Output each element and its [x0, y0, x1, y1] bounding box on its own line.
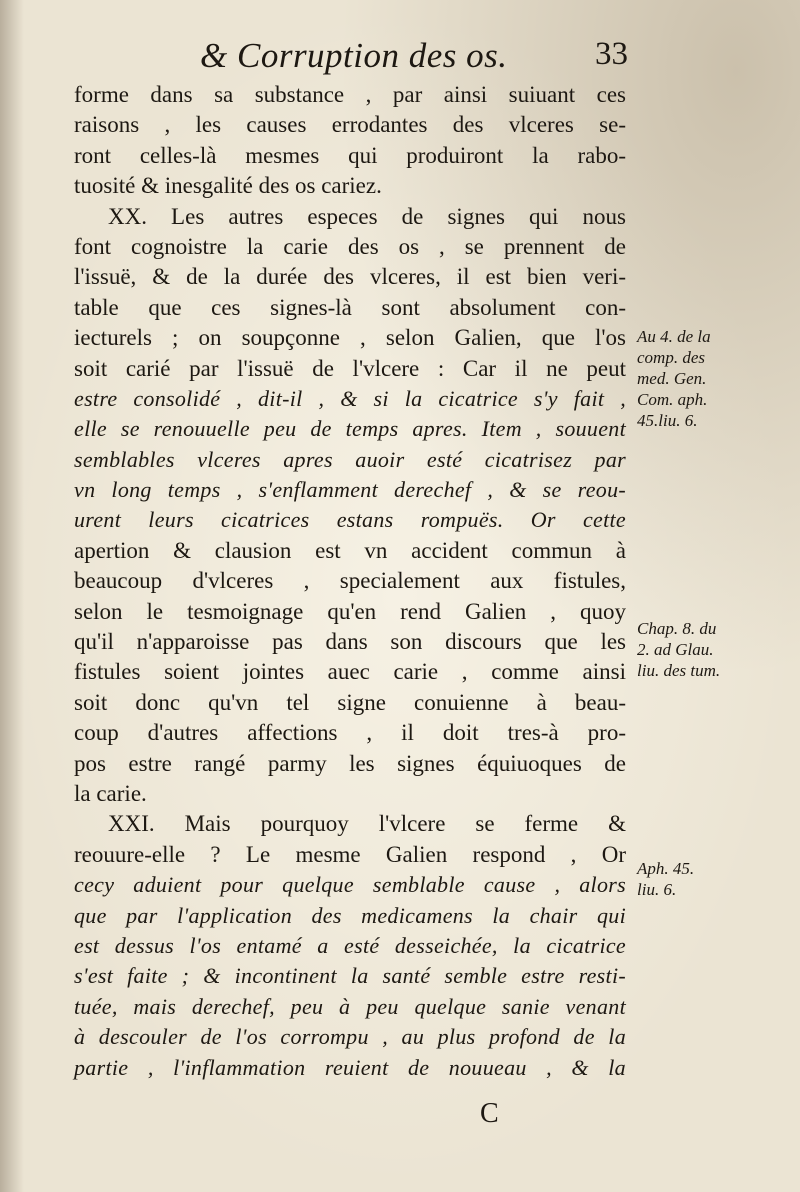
text-line: XX. Les autres especes de signes qui nous: [108, 203, 626, 229]
margin-note-line: Aph. 45.: [637, 859, 695, 878]
text-line: table que ces signes-là sont absolument con-: [74, 294, 626, 320]
text-line: cecy aduient pour quelque semblable cause , alors: [74, 872, 626, 898]
text-line: à descouler de l'os corrompu , au plus profond de la: [74, 1024, 626, 1050]
margin-note-line: Com. aph.: [637, 390, 708, 409]
margin-note-2: [637, 618, 765, 681]
margin-note-line: liu. 6.: [637, 880, 677, 899]
margin-note-line: liu. des tum.: [637, 661, 721, 680]
running-head: & Corruption des os.: [200, 36, 508, 75]
margin-note-1: [637, 326, 765, 431]
margin-note-line: Chap. 8. du: [637, 619, 717, 638]
text-line: XXI. Mais pourquoy l'vlcere se ferme &: [108, 811, 626, 837]
margin-note-line: 45.liu. 6.: [637, 411, 698, 430]
text-line: la carie.: [74, 780, 147, 806]
margin-note-3: [637, 858, 765, 900]
text-line: forme dans sa substance , par ainsi suiuant ces: [74, 82, 626, 107]
margin-note-line: med. Gen.: [637, 369, 707, 388]
text-line: pos estre rangé parmy les signes équiuoques de: [74, 750, 626, 776]
page-number: 33: [595, 36, 628, 72]
body-text: [74, 80, 626, 1083]
text-line: semblables vlceres apres auoir esté cicatrisez par: [74, 446, 626, 472]
text-line: l'issuë, & de la durée des vlceres, il est bien veri-: [74, 264, 626, 290]
text-line: partie , l'inflammation reuient de nouueau , & la: [74, 1054, 626, 1080]
text-line: iecturels ; on soupçonne , selon Galien, que l'os: [74, 325, 626, 351]
text-line: est dessus l'os entamé a esté desseichée, la cicatrice: [74, 932, 626, 958]
text-line: font cognoistre la carie des os , se prennent de: [74, 233, 626, 259]
text-line: soit carié par l'issuë de l'vlcere : Car il ne peut: [74, 355, 626, 381]
text-line: elle se renouuelle peu de temps apres. Item , souuent: [74, 416, 626, 442]
margin-note-line: 2. ad Glau.: [637, 640, 714, 659]
text-line: tuée, mais derechef, peu à peu quelque sanie venant: [74, 993, 626, 1019]
text-line: estre consolidé , dit-il , & si la cicatrice s'y fait ,: [74, 385, 626, 411]
text-line: fistules soient jointes auec carie , comme ainsi: [74, 659, 626, 685]
text-line: soit donc qu'vn tel signe conuienne à beau-: [74, 689, 626, 715]
text-line: selon le tesmoignage qu'en rend Galien , quoy: [74, 598, 626, 624]
page-header: [74, 28, 634, 78]
text-line: qu'il n'apparoisse pas dans son discours que les: [74, 629, 626, 655]
page-gutter-shadow: [0, 0, 24, 1192]
text-line: vn long temps , s'enflamment derechef , & se reou-: [74, 477, 626, 503]
text-line: reouure-elle ? Le mesme Galien respond , Or: [74, 841, 626, 867]
text-line: apertion & clausion est vn accident commun à: [74, 537, 626, 563]
text-line: coup d'autres affections , il doit tres-à pro-: [74, 720, 626, 746]
text-line: s'est faite ; & incontinent la santé semble estre resti-: [74, 963, 626, 989]
text-line: que par l'application des medicamens la chair qui: [74, 902, 626, 928]
margin-note-line: comp. des: [637, 348, 705, 367]
text-line: tuosité & inesgalité des os cariez.: [74, 173, 382, 199]
text-line: raisons , les causes errodantes des vlceres se-: [74, 112, 626, 138]
text-line: ront celles-là mesmes qui produiront la rabo-: [74, 142, 626, 168]
catchword: C: [480, 1098, 499, 1129]
margin-note-line: Au 4. de la: [637, 327, 711, 346]
text-line: beaucoup d'vlceres , specialement aux fistules,: [74, 568, 626, 594]
text-line: urent leurs cicatrices estans rompuës. Or cette: [74, 507, 626, 533]
